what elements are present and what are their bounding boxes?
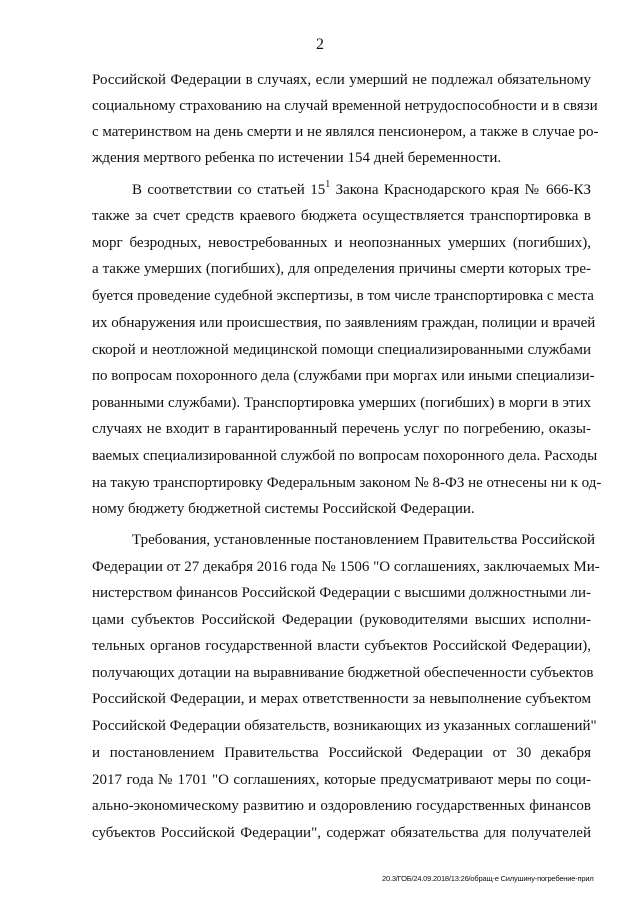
text-line: социальному страхованию на случай временной нетрудоспособности и в связи	[92, 98, 598, 114]
text-fragment: В соответствии со статьей 15	[132, 182, 326, 198]
text-line: Федерации от 27 декабря 2016 года № 1506 "О соглашениях, заключаемых Ми-	[92, 559, 600, 575]
text-line: рованными службами). Транспортировка умерших (погибших) в морги в этих	[92, 395, 591, 411]
text-line: Российской Федерации, и мерах ответственности за невыполнение субъектом	[92, 691, 591, 707]
text-line: ному бюджету бюджетной системы Российской Федерации.	[92, 501, 475, 517]
text-line: их обнаружения или происшествия, по заявлениям граждан, полиции и врачей	[92, 315, 596, 331]
text-line: 2017 года № 1701 "О соглашениях, которые предусматривают меры по соци-	[92, 772, 591, 788]
text-line: ждения мертвого ребенка по истечении 154 дней беременности.	[92, 150, 502, 166]
document-footer-code: 20.3/ГОБ/24.09.2018/13:26/обращ-е Силушину-погребение-прил	[382, 874, 594, 883]
text-line: получающих дотации на выравнивание бюджетной обеспеченности субъектов	[92, 665, 594, 681]
text-line: ваемых специализированной службой по вопросам похоронного дела. Расходы	[92, 448, 598, 464]
text-line: случаях не входит в гарантированный перечень услуг по погребению, оказы-	[92, 421, 591, 437]
text-line: с материнством на день смерти и не являлся пенсионером, а также в случае ро-	[92, 124, 599, 140]
text-line: морг безродных, невостребованных и неопознанных умерших (погибших),	[92, 235, 591, 251]
text-line: цами субъектов Российской Федерации (руководителями высших исполни-	[92, 612, 591, 628]
text-line: скорой и неотложной медицинской помощи специализированными службами	[92, 342, 591, 358]
text-line: Российской Федерации обязательств, возникающих из указанных соглашений"	[92, 718, 597, 734]
text-line: и постановлением Правительства Российской Федерации от 30 декабря	[92, 745, 591, 761]
text-line: тельных органов государственной власти субъектов Российской Федерации),	[92, 638, 591, 654]
text-line: Российской Федерации в случаях, если умерший не подлежал обязательному	[92, 72, 591, 88]
text-line: нистерством финансов Российской Федерации с высшими должностными ли-	[92, 585, 591, 601]
text-line: а также умерших (погибших), для определения причины смерти которых тре-	[92, 261, 591, 277]
text-line: буется проведение судебной экспертизы, в том числе транспортировка с места	[92, 288, 594, 304]
text-line: на такую транспортировку Федеральным законом № 8-ФЗ не отнесены ни к од-	[92, 475, 602, 491]
text-line: по вопросам похоронного дела (службами при моргах или иными специализи-	[92, 368, 595, 384]
text-line: ально-экономическому развитию и оздоровлению государственных финансов	[92, 798, 591, 814]
text-line: также за счет средств краевого бюджета осуществляется транспортировка в	[92, 208, 591, 224]
text-line: субъектов Российской Федерации", содержат обязательства для получателей	[92, 825, 591, 841]
superscript: 1	[325, 179, 331, 190]
page-number: 2	[316, 36, 324, 53]
text-fragment: Закона Краснодарского края № 666-КЗ	[330, 182, 591, 198]
text-line: Требования, установленные постановлением Правительства Российской	[132, 532, 596, 548]
text-line-first	[132, 179, 591, 203]
